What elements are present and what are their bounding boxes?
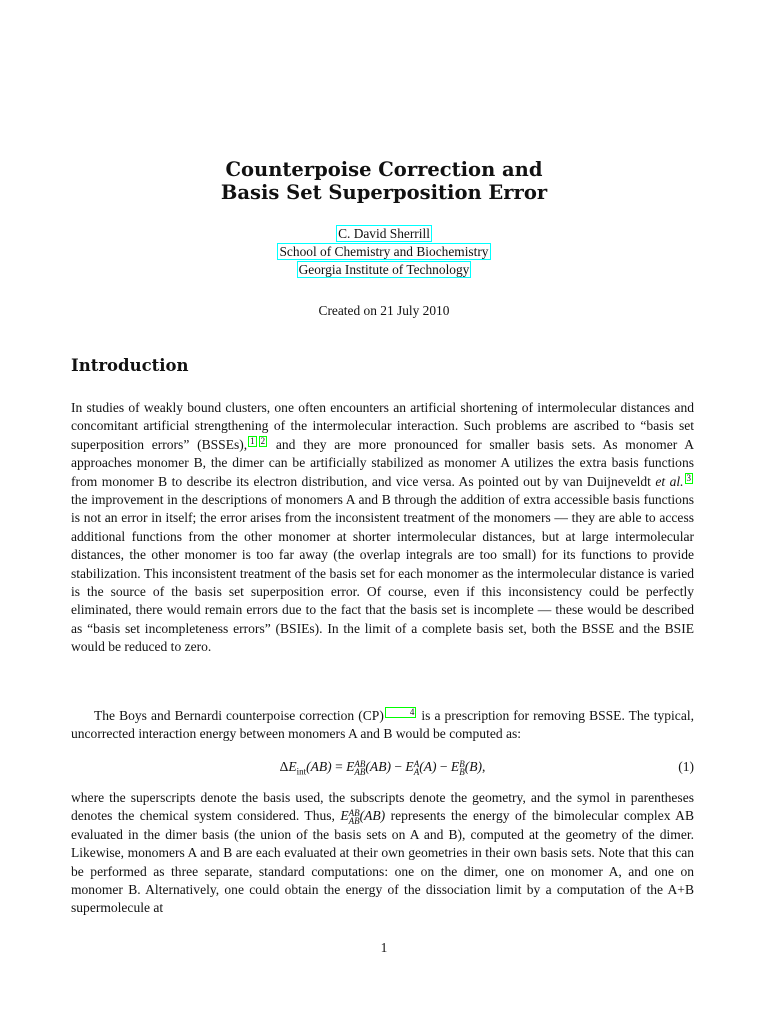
- citation-link-4[interactable]: 4: [385, 707, 417, 718]
- paragraph-3-text-b: represents the energy of the bimolecular complex AB evaluated in the dimer basis (the union of the basis sets on A and B), computed at the geometry of the dimer. Likewise, monomers A and B are each evaluated at their own geometries in their own basis sets. Note that this can be performed as three separate, standard computations: one on the dimer, one on monomer A, and one on monomer B. Alternatively, one could obtain the energy of the dissociation limit by a computation of the A+B supermolecule at: [71, 808, 694, 916]
- author-block: [0, 225, 768, 279]
- paragraph-1: [71, 399, 694, 657]
- author-name-link[interactable]: C. David Sherrill: [338, 226, 430, 241]
- paragraph-1-text-b: and they are more pronounced for smaller basis sets. As monomer A approaches monomer B, the dimer can be artificially stabilized as monomer A utilizes the extra basis functions from monomer B to describe its electron distribution, and vice versa. As pointed out by van Duijneveldt: [71, 436, 694, 489]
- paragraph-2-text-a: The Boys and Bernardi counterpoise correction (CP): [94, 708, 384, 723]
- department-link[interactable]: School of Chemistry and Biochemistry: [279, 244, 489, 259]
- paragraph-2-text-b: is a prescription for removing BSSE. The typical, uncorrected interaction energy between monomers A and B would be computed as:: [71, 708, 694, 742]
- paragraph-1-text-a: In studies of weakly bound clusters, one often encounters an artificial shortening of intermolecular distances and concomitant artificial strengthening of the intermolecular interaction. Such problems are ascribed to “basis set superposition errors” (BSSEs),: [71, 400, 694, 452]
- citation-link-3[interactable]: 3: [686, 472, 691, 483]
- title-line-2: Basis Set Superposition Error: [220, 181, 548, 204]
- title-line-1: Counterpoise Correction and: [225, 158, 543, 181]
- citation-link-1[interactable]: 1: [250, 435, 255, 446]
- equation-1: [71, 758, 694, 781]
- section-heading-introduction: Introduction: [71, 356, 189, 375]
- paragraph-1-text-c: the improvement in the descriptions of monomers A and B through the addition of extra accessible basis functions is not an error in itself; the error arises from the inconsistent treatment of the monomers — they are able to access additional functions from the other monomer at shorter intermolecular distances, but at large intermolecular distances, the other monomer is too far away (the overlap integrals are too small) for its functions to provide stabilization. This inconsistent treatment of the basis set for each monomer as the intermolecular distance is varied is the source of the basis set superposition error. Of course, even if this inconsistency could be perfectly eliminated, there would remain errors due to the fact that the basis set is incomplete — these would be described as “basis set incompleteness errors” (BSIEs). In the limit of a complete basis set, both the BSSE and the BSIE would be reduced to zero.: [71, 492, 694, 655]
- document-title: [0, 158, 768, 204]
- paragraph-3: [71, 789, 694, 918]
- creation-date: Created on 21 July 2010: [318, 303, 450, 318]
- equation-number: (1): [678, 759, 694, 774]
- et-al-text: et al.: [655, 473, 684, 489]
- citation-link-2[interactable]: 2: [260, 435, 266, 446]
- inline-formula-eab: E AB AB (AB): [340, 808, 386, 827]
- paragraph-3-text-a: where the superscripts denote the basis used, the subscripts denote the geometry, and the symol in parentheses denotes the chemical system considered. Thus,: [71, 790, 694, 824]
- institution-link[interactable]: Georgia Institute of Technology: [298, 262, 470, 277]
- page-number: 1: [380, 940, 388, 955]
- paragraph-2: [71, 707, 694, 744]
- equation-formula: $\Delta E_{int}(AB) = E$ AB AB (AB) − E A A (A) − E B B (B),: [279, 758, 486, 777]
